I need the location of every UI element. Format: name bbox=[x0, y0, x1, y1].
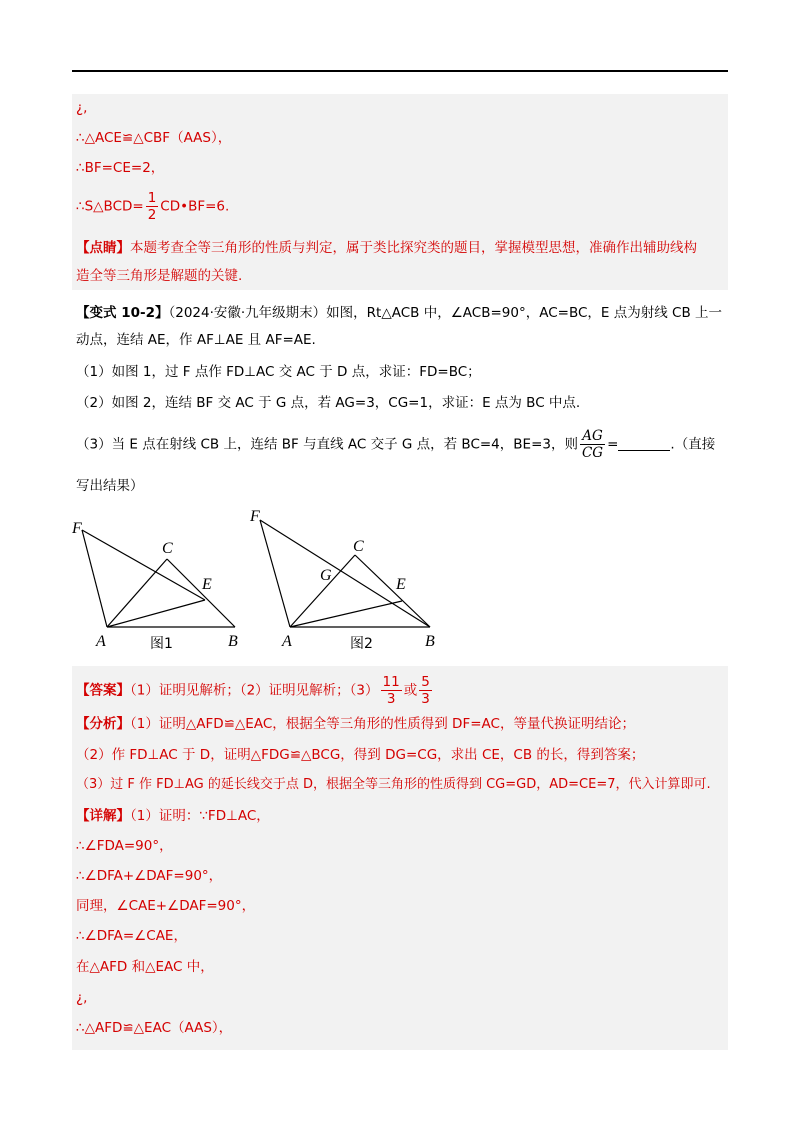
fraction bbox=[381, 674, 402, 707]
label-e: E bbox=[396, 576, 406, 593]
text-span: （2024·安徽·九年级期末）如图，Rt△ACB 中，∠ACB=90°，AC=BC，E 点为射线 CB 上一 bbox=[168, 305, 723, 321]
detail-line: ¿, bbox=[76, 990, 88, 1006]
label-f: F bbox=[250, 508, 260, 525]
question-line: 写出结果） bbox=[76, 478, 144, 494]
detail-line: 在△AFD 和△EAC 中， bbox=[76, 959, 214, 975]
question-line: （2）如图 2，连结 BF 交 AC 于 G 点，若 AG=3，CG=1，求证：E 点为 BC 中点. bbox=[76, 395, 581, 411]
fraction-denominator: 2 bbox=[147, 207, 157, 223]
segment-ae bbox=[107, 600, 205, 627]
segment-cb bbox=[167, 559, 235, 627]
text-line: ∴BF=CE=2， bbox=[76, 160, 165, 176]
fraction-denominator: 3 bbox=[421, 691, 430, 707]
question-line: （1）如图 1，过 F 点作 FD⊥AC 交 AC 于 D 点，求证：FD=BC； bbox=[76, 364, 481, 380]
fraction bbox=[419, 674, 432, 707]
label-b: B bbox=[425, 633, 435, 650]
label-c: C bbox=[162, 540, 173, 557]
text-span: .（直接 bbox=[670, 436, 716, 453]
analysis-line: （3）过 F 作 FD⊥AG 的延长线交于点 D，根据全等三角形的性质得到 CG=GD，AD=CE=7，代入计算即可. bbox=[76, 777, 711, 792]
comment-line: 造全等三角形是解题的关键. bbox=[76, 268, 243, 284]
text-line: ∴△ACE≌△CBF（AAS）， bbox=[76, 130, 232, 146]
text-span: CD•BF=6. bbox=[160, 198, 230, 215]
fraction bbox=[580, 428, 605, 461]
segment-fa bbox=[82, 530, 107, 627]
fraction-numerator: 11 bbox=[382, 674, 400, 690]
segment-fe bbox=[82, 530, 205, 600]
answer-line bbox=[76, 674, 434, 707]
text-span: 或 bbox=[403, 682, 418, 699]
problem-label: 【变式 10-2】 bbox=[76, 305, 169, 321]
text-span: （1）证明：∵FD⊥AC， bbox=[130, 808, 270, 824]
answer-label: 【答案】 bbox=[76, 682, 130, 699]
comment-label: 【点睛】 bbox=[76, 240, 130, 256]
figure-2-caption: 图2 bbox=[350, 636, 373, 652]
answer-blank bbox=[618, 436, 670, 451]
label-c: C bbox=[353, 538, 364, 555]
detail-line: ∴△AFD≌△EAC（AAS）， bbox=[76, 1020, 233, 1036]
detail-line: 同理，∠CAE+∠DAF=90°， bbox=[76, 898, 256, 914]
text-span: 本题考查全等三角形的性质与判定，属于类比探究类的题目，掌握模型思想，准确作出辅助线构 bbox=[130, 240, 697, 256]
fraction bbox=[146, 190, 159, 223]
segment-ac bbox=[290, 555, 355, 627]
text-span: ∴S△BCD= bbox=[76, 198, 144, 215]
detail-line: ∴∠DFA=∠CAE， bbox=[76, 928, 187, 944]
label-b: B bbox=[228, 633, 238, 650]
analysis-label: 【分析】 bbox=[76, 716, 130, 732]
figure-2 bbox=[260, 520, 430, 627]
text-line: ¿, bbox=[76, 100, 88, 116]
detail-line: ∴∠FDA=90°， bbox=[76, 838, 173, 854]
text-span: = bbox=[607, 436, 619, 453]
segment-ac bbox=[107, 559, 167, 627]
text-span: （3）当 E 点在射线 CB 上，连结 BF 与直线 AC 交子 G 点，若 BC=4，BE=3，则 bbox=[76, 436, 578, 453]
label-e: E bbox=[202, 576, 212, 593]
fraction-denominator: 3 bbox=[386, 691, 396, 707]
comment-line bbox=[76, 238, 697, 258]
question-line bbox=[76, 428, 715, 461]
label-a: A bbox=[96, 633, 106, 650]
label-f: F bbox=[72, 520, 82, 537]
header-rule bbox=[72, 70, 728, 72]
text-span: （1）证明见解析；（2）证明见解析；（3） bbox=[130, 682, 379, 699]
fraction-denominator: CG bbox=[581, 445, 604, 461]
figure-1 bbox=[82, 530, 235, 627]
text-span: （1）证明△AFD≌△EAC，根据全等三角形的性质得到 DF=AC，等量代换证明结论； bbox=[130, 716, 635, 732]
text-line bbox=[76, 190, 229, 223]
fraction-numerator: 5 bbox=[421, 674, 430, 690]
segment-ae bbox=[290, 601, 402, 627]
geometry-figures bbox=[70, 505, 450, 655]
detail-line: ∴∠DFA+∠DAF=90°， bbox=[76, 868, 223, 884]
problem-line bbox=[76, 303, 722, 323]
detail-line bbox=[76, 806, 270, 826]
detail-label: 【详解】 bbox=[76, 808, 130, 824]
segment-cb bbox=[355, 555, 430, 627]
problem-line: 动点，连结 AE，作 AF⊥AE 且 AF=AE. bbox=[76, 332, 316, 348]
label-a: A bbox=[282, 633, 292, 650]
figure-1-caption: 图1 bbox=[150, 636, 173, 652]
label-g: G bbox=[320, 567, 332, 584]
fraction-numerator: AG bbox=[582, 428, 603, 444]
analysis-line: （2）作 FD⊥AC 于 D，证明△FDG≌△BCG，得到 DG=CG，求出 CE，CB 的长，得到答案； bbox=[76, 747, 645, 763]
fraction-numerator: 1 bbox=[147, 190, 157, 206]
analysis-line bbox=[76, 714, 635, 734]
